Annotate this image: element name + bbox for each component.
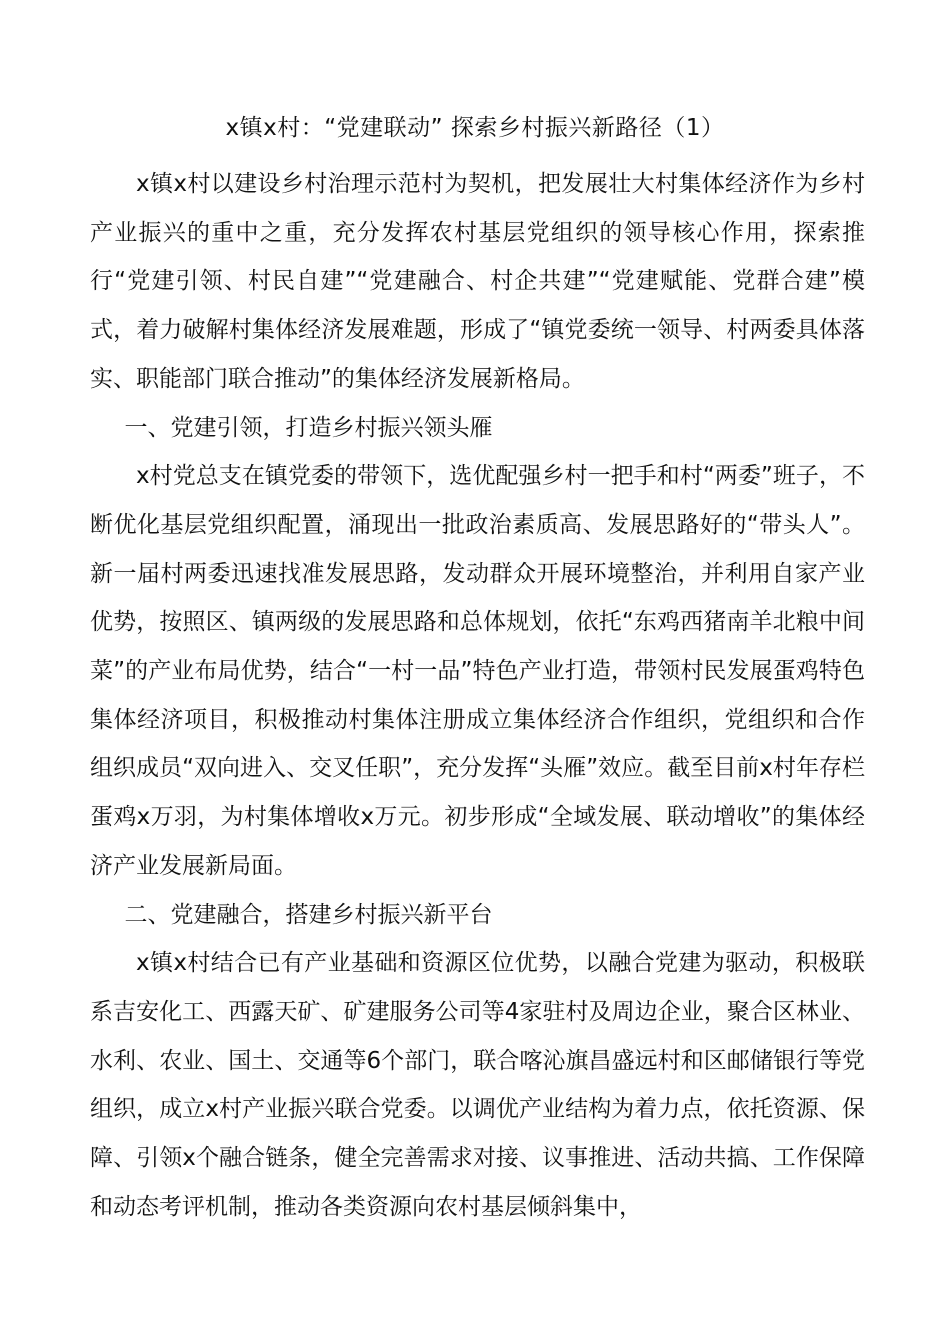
document-title: x镇x村：“党建联动” 探索乡村振兴新路径（1） (225, 115, 725, 141)
section-heading-1: 一、党建引领，打造乡村振兴领头雁 (124, 414, 493, 441)
document-body (90, 160, 865, 1231)
paragraph-section-1: x村党总支在镇党委的带领下，选优配强乡村一把手和村“两委”班子，不断优化基层党组织配置，涌现出一批政治素质高、发展思路好的“带头人”。新一届村两委迅速找准发展思路，发动群众开展环境整治，并利用自家产业优势，按照区、镇两级的发展思路和总体规划，依托“东鸡西猪南羊北粮中间菜”的产业布局优势，结合“一村一品”特色产业打造，带领村民发展蛋鸡特色集体经济项目，积极推动村集体注册成立集体经济合作组织，党组织和合作组织成员“双向进入、交叉任职”，充分发挥“头雁”效应。截至目前x村年存栏蛋鸡x万羽，为村集体增收x万元。初步形成“全域发展、联动增收”的集体经济产业发展新局面。 (90, 463, 865, 879)
section-heading-2: 二、党建融合，搭建乡村振兴新平台 (124, 901, 493, 928)
paragraph-intro: x镇x村以建设乡村治理示范村为契机，把发展壮大村集体经济作为乡村产业振兴的重中之重，充分发挥农村基层党组织的领导核心作用，探索推行“党建引领、村民自建”“党建融合、村企共建”“党建赋能、党群合建”模式，着力破解村集体经济发展难题，形成了“镇党委统一领导、村两委具体落实、职能部门联合推动”的集体经济发展新格局。 (90, 171, 865, 392)
paragraph-section-2: x镇x村结合已有产业基础和资源区位优势，以融合党建为驱动，积极联系吉安化工、西露天矿、矿建服务公司等4家驻村及周边企业，聚合区林业、水利、农业、国土、交通等6个部门，联合喀沁旗昌盛远村和区邮储银行等党组织，成立x村产业振兴联合党委。以调优产业结构为着力点，依托资源、保障、引领x个融合链条，健全完善需求对接、议事推进、活动共搞、工作保障和动态考评机制，推动各类资源向农村基层倾斜集中， (90, 950, 865, 1220)
